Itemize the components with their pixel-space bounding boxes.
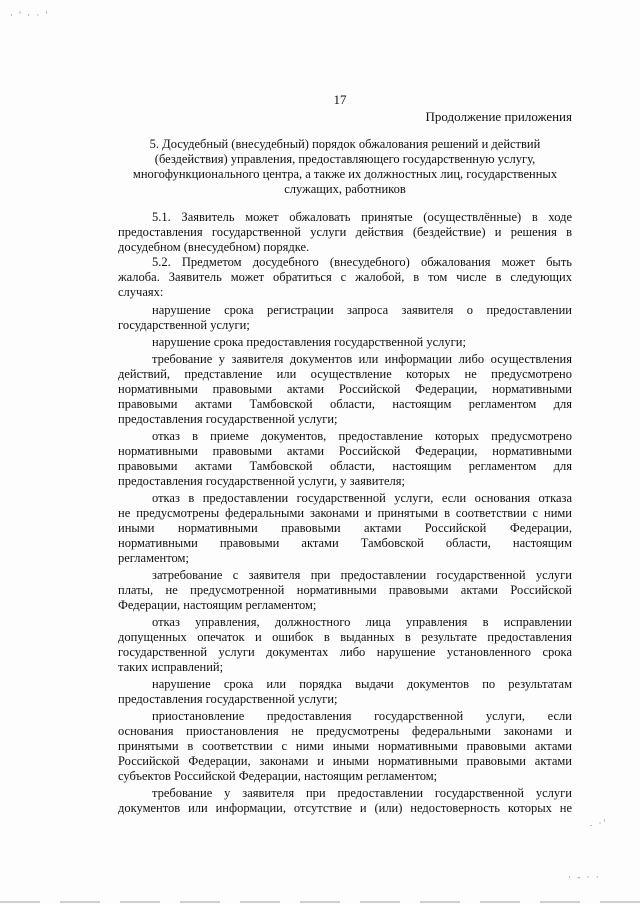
text-line: не предусмотрены федеральными законами и принятыми в соответствии с ними [118, 506, 572, 520]
text-line: отказ в предоставлении государственной услуги, если основания отказа [152, 491, 572, 505]
text-line: отказ в приеме документов, предоставление которых предусмотрено [152, 429, 572, 443]
text-line: нарушение срока или порядка выдачи документов по результатам [152, 677, 572, 691]
text-line: 5.1. Заявитель может обжаловать принятые (осуществлённые) в ходе [152, 210, 572, 224]
text-line: нормативными правовыми актами Российской Федерации, нормативными [118, 382, 572, 396]
text-line: затребование с заявителя при предоставлении государственной услуги [152, 568, 572, 582]
text-line: допущенных опечаток и ошибок в выданных в результате предоставления [118, 630, 572, 644]
text-line: таких исправлений; [118, 660, 224, 674]
text-line: требование у заявителя документов или информации либо осуществления [152, 352, 572, 366]
text-line: 5.2. Предметом досудебного (внесудебного) обжалования может быть [152, 255, 572, 269]
scan-speck: . ·' [590, 818, 608, 828]
text-line: отказ управления, должностного лица управления в исправлении [152, 615, 572, 629]
continuation-note: Продолжение приложения [425, 109, 572, 124]
scan-speck: · ' · · ' [10, 10, 50, 20]
heading-line: многофункционального центра, а также их должностных лиц, государственных [132, 167, 558, 181]
text-line: правовыми актами Тамбовской области, настоящим регламентом для [118, 397, 572, 411]
text-line: документов или информации, отсутствие и (или) недостоверность которых не [118, 801, 572, 815]
text-line: действий, представление или осуществление которых не предусмотрено [118, 367, 572, 381]
scan-edge-line [0, 901, 640, 903]
text-line: случаях: [118, 285, 164, 299]
heading-line: служащих, работников [284, 182, 406, 196]
text-line: нарушение срока регистрации запроса заявителя о предоставлении [152, 303, 572, 317]
text-line: платы, не предусмотренной нормативными правовыми актами Российской [118, 583, 572, 597]
text-line: предоставления государственной услуги, у заявителя; [118, 474, 405, 488]
text-line: требование у заявителя при предоставлении государственной услуги [152, 786, 572, 800]
text-line: нарушение срока предоставления государственной услуги; [152, 335, 466, 349]
text-line: государственной услуги документах либо нарушение установленного срока [118, 645, 572, 659]
text-line: приостановление предоставления государственной услуги, если [152, 709, 572, 723]
text-line: основания приостановления не предусмотрены федеральными законами и [118, 724, 572, 738]
text-line: регламентом; [118, 551, 189, 565]
text-line: досудебном (внесудебном) порядке. [118, 240, 310, 254]
text-line: предоставления государственной услуги; [118, 412, 338, 426]
text-line: Федерации, настоящим регламентом; [118, 598, 317, 612]
heading-line: 5. Досудебный (внесудебный) порядок обжалования решений и действий [149, 137, 541, 151]
text-line: Российской Федерации, законами и иными нормативными правовыми актами [118, 754, 572, 768]
text-line: субъектов Российской Федерации, настоящим регламентом; [118, 769, 438, 783]
scan-speck: · - · · [568, 872, 601, 882]
text-line: нормативными правовыми актами Российской Федерации, нормативными [118, 444, 572, 458]
text-line: предоставления государственной услуги; [118, 692, 338, 706]
text-line: жалоба. Заявитель может обратиться с жалобой, в том числе в следующих [118, 270, 572, 284]
text-line: иными нормативными правовыми актами Российской Федерации, [118, 521, 572, 535]
heading-line: (бездействия) управления, предоставляющего государственную услугу, [154, 152, 536, 166]
text-line: нормативными правовыми актами Тамбовской области, настоящим [118, 536, 572, 550]
text-line: правовыми актами Тамбовской области, настоящим регламентом для [118, 459, 572, 473]
text-line: государственной услуги; [118, 318, 250, 332]
text-line: предоставления государственной услуги действия (бездействие) и решения в [118, 225, 572, 239]
text-line: принятыми в соответствии с ними иными нормативными правовыми актами [118, 739, 572, 753]
page-number: 17 [333, 92, 347, 107]
